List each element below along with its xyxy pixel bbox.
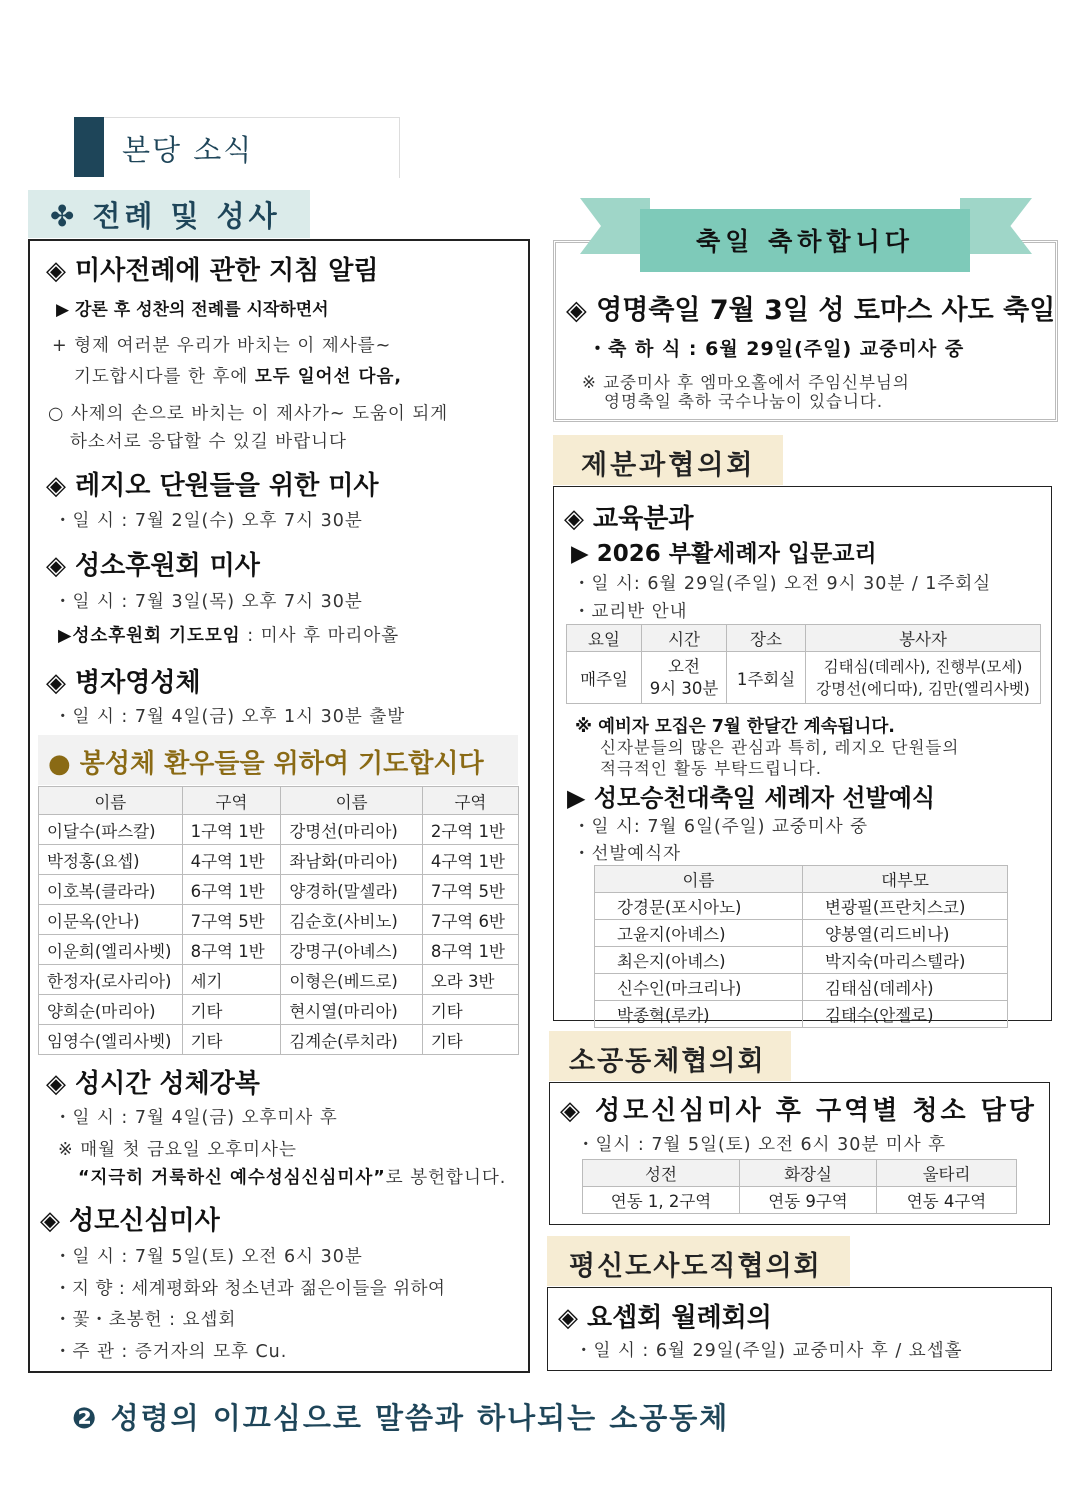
table-row [567, 652, 1041, 704]
election-when: ・일 시: 7월 6일(주일) 교중미사 중 [573, 817, 869, 837]
vocation-prayer [58, 622, 399, 647]
catechism-time-line1: 오전 [668, 656, 700, 676]
mass-guide-title: ◈ 미사전례에 관한 지침 알림 [46, 256, 379, 286]
table-cell: 이문옥(안나) [39, 905, 183, 935]
table-cell: 좌남화(마리아) [281, 845, 422, 875]
table-row [39, 845, 519, 875]
legio-when: ・일 시 : 7월 2일(수) 오후 7시 30분 [54, 511, 363, 531]
feast-banner-text: 축일 축하합니다 [696, 227, 914, 256]
catechism-volunteers-line2: 강명선(에디따), 김만(엘리사벳) [816, 679, 1030, 698]
table-cell: 이달수(파스칼) [39, 815, 183, 845]
table-cell: 현시열(마리아) [281, 995, 422, 1025]
sick-when: ・일 시 : 7월 4일(금) 오후 1시 30분 출발 [54, 707, 406, 727]
table-cell: 박종혁(루카) [595, 1001, 803, 1028]
table-cell: 김계순(루치라) [281, 1025, 422, 1055]
catechism-header-time: 시간 [642, 625, 727, 652]
table-cell: 오라 3반 [422, 965, 518, 995]
catechism-header-volunteer: 봉사자 [806, 625, 1041, 652]
table-cell: 강명선(마리아) [281, 815, 422, 845]
mass-guide-sub: ▶ 강론 후 성찬의 전례를 시작하면서 [56, 300, 329, 320]
sick-title: ◈ 병자영성체 [46, 668, 201, 698]
adoration-title: ◈ 성시간 성체강복 [46, 1069, 260, 1099]
table-cell: 김태수(안젤로) [803, 1001, 1008, 1028]
election-table [594, 865, 1008, 1028]
council-tab [553, 435, 783, 485]
table-cell: 8구역 1반 [422, 935, 518, 965]
catechism-time-line2: 9시 30분 [649, 678, 719, 698]
table-cell: 김순호(사비노) [281, 905, 422, 935]
prayer-header-name1: 이름 [39, 787, 183, 815]
council-tab-label: 제분과협의회 [581, 450, 756, 481]
footer-slogan: ❷ 성령의 이끄심으로 말씀과 하나되는 소공동체 [72, 1401, 730, 1435]
vocation-when: ・일 시 : 7월 3일(목) 오후 7시 30분 [54, 592, 363, 612]
cleaning-header-fence: 울타리 [877, 1160, 1017, 1187]
community-title: ◈ 성모신심미사 후 구역별 청소 담당 [560, 1096, 1037, 1126]
table-cell: 2구역 1반 [422, 815, 518, 845]
table-cell: 박지숙(마리스텔라) [803, 947, 1008, 974]
heart-mass-when: ・일 시 : 7월 5일(토) 오전 6시 30분 [54, 1247, 363, 1267]
laity-tab [547, 1236, 850, 1286]
table-row [595, 920, 1008, 947]
section-header-marker [74, 117, 104, 177]
heart-mass-host: ・주 관 : 증거자의 모후 Cu. [54, 1342, 288, 1362]
table-row [39, 935, 519, 965]
vocation-title: ◈ 성소후원회 미사 [46, 551, 260, 581]
catechism-title: ▶ 2026 부활세례자 입문교리 [571, 541, 877, 567]
cleaning-header-restroom: 화장실 [740, 1160, 877, 1187]
table-row [595, 893, 1008, 920]
election-header-sponsor: 대부모 [803, 866, 1008, 893]
table-cell: 임영수(엘리사벳) [39, 1025, 183, 1055]
table-cell: 1구역 1반 [182, 815, 281, 845]
community-when: ・일시 : 7월 5일(토) 오전 6시 30분 미사 후 [577, 1135, 947, 1155]
mass-guide-line2 [74, 363, 402, 388]
cleaning-sanctuary: 연동 1, 2구역 [583, 1187, 740, 1214]
table-row [595, 947, 1008, 974]
table-cell: 한정자(로사리아) [39, 965, 183, 995]
table-cell: 이호복(클라라) [39, 875, 183, 905]
election-list-label: ・선발예식자 [573, 844, 682, 864]
heart-mass-intention: ・지 향 : 세계평화와 청소년과 젊은이들을 위하여 [54, 1279, 446, 1299]
prayer-header-area1: 구역 [182, 787, 281, 815]
table-cell: 이운희(엘리사벳) [39, 935, 183, 965]
table-cell: 세기 [182, 965, 281, 995]
catechism-table [566, 624, 1041, 704]
catechism-day: 매주일 [567, 652, 642, 704]
feast-title: ◈ 영명축일 7월 3일 성 토마스 사도 축일 [566, 295, 1056, 326]
heart-mass-title: ◈ 성모신심미사 [40, 1206, 220, 1236]
catechism-volunteers-line1: 김태심(데레사), 진행부(모세) [823, 657, 1023, 676]
catechism-note2: 신자분들의 많은 관심과 특히, 레지오 단원들의 [600, 738, 960, 757]
catechism-time [642, 652, 727, 704]
cleaning-fence: 연동 4구역 [877, 1187, 1017, 1214]
cleaning-header-sanctuary: 성전 [583, 1160, 740, 1187]
table-row [583, 1187, 1017, 1214]
table-row [39, 995, 519, 1025]
table-row [39, 875, 519, 905]
table-row [595, 1001, 1008, 1028]
table-cell: 양봉열(리드비나) [803, 920, 1008, 947]
heart-mass-flowers: ・꽃・초봉헌 : 요셉회 [54, 1310, 237, 1330]
table-cell: 기타 [422, 995, 518, 1025]
table-cell: 변광필(프란치스코) [803, 893, 1008, 920]
community-tab [549, 1031, 791, 1081]
page-title: 본당 소식 [122, 133, 254, 167]
adoration-note1: ※ 매월 첫 금요일 오후미사는 [58, 1140, 297, 1160]
catechism-note3: 적극적인 활동 부탁드립니다. [600, 759, 823, 778]
table-cell: 4구역 1반 [422, 845, 518, 875]
table-row [39, 1025, 519, 1055]
mass-guide-line4: 하소서로 응답할 수 있길 바랍니다 [70, 432, 347, 452]
prayer-header-area2: 구역 [422, 787, 518, 815]
prayer-header-name2: 이름 [281, 787, 422, 815]
catechism-note-bold: ※ 예비자 모집은 7월 한달간 계속됩니다. [575, 717, 895, 737]
banner-ribbon-right [960, 198, 1032, 254]
prayer-title: ● 봉성체 환우들을 위하여 기도합시다 [48, 749, 484, 779]
adoration-when: ・일 시 : 7월 4일(금) 오후미사 후 [54, 1108, 338, 1128]
mass-guide-line2-text: 기도합시다를 한 후에 [74, 367, 255, 387]
table-cell: 6구역 1반 [182, 875, 281, 905]
table-cell: 7구역 5반 [422, 875, 518, 905]
vocation-prayer-bold: ▶성소후원회 기도모임 [58, 626, 241, 646]
catechism-volunteers [806, 652, 1041, 704]
adoration-note2-rest: 로 봉헌합니다. [385, 1168, 507, 1188]
cleaning-table [582, 1159, 1017, 1214]
table-cell: 신수인(마크리나) [595, 974, 803, 1001]
feast-note1: ※ 교중미사 후 엠마오홀에서 주임신부님의 [582, 373, 910, 392]
table-cell: 이형은(베드로) [281, 965, 422, 995]
education-title: ◈ 교육분과 [564, 504, 694, 534]
mass-guide-line2-bold: 모두 일어선 다음, [254, 367, 403, 387]
table-cell: 김태심(데레사) [803, 974, 1008, 1001]
table-row [39, 905, 519, 935]
table-cell: 양경하(말셀라) [281, 875, 422, 905]
adoration-note2-bold: “지극히 거룩하신 예수성심신심미사” [78, 1168, 386, 1188]
table-cell: 최은지(아녜스) [595, 947, 803, 974]
table-cell: 강경문(포시아노) [595, 893, 803, 920]
adoration-note2 [78, 1164, 506, 1189]
catechism-place: 1주회실 [727, 652, 806, 704]
table-row [39, 965, 519, 995]
election-title: ▶ 성모승천대축일 세례자 선발예식 [567, 784, 936, 812]
laity-tab-label: 평신도사도직협의회 [569, 1251, 822, 1282]
table-cell: 고윤지(아녜스) [595, 920, 803, 947]
catechism-header-place: 장소 [727, 625, 806, 652]
prayer-table [38, 786, 519, 1055]
table-cell: 기타 [182, 1025, 281, 1055]
feast-ceremony: ・축 하 식 : 6월 29일(주일) 교중미사 중 [588, 338, 965, 360]
mass-guide-line3: ○ 사제의 손으로 바치는 이 제사가~ 도움이 되게 [48, 404, 449, 424]
feast-note2: 영명축일 축하 국수나눔이 있습니다. [604, 392, 884, 411]
election-header-name: 이름 [595, 866, 803, 893]
table-cell: 기타 [182, 995, 281, 1025]
laity-when: ・일 시 : 6월 29일(주일) 교중미사 후 / 요셉홀 [575, 1341, 963, 1361]
liturgy-tab [28, 190, 310, 238]
prayer-table-body [39, 815, 519, 1055]
table-cell: 7구역 5반 [182, 905, 281, 935]
liturgy-tab-label: ✤ 전례 및 성사 [50, 199, 281, 233]
cleaning-restroom: 연동 9구역 [740, 1187, 877, 1214]
mass-guide-line1: + 형제 여러분 우리가 바치는 이 제사를~ [52, 336, 392, 356]
legio-title: ◈ 레지오 단원들을 위한 미사 [46, 471, 379, 501]
catechism-when: ・일 시: 6월 29일(주일) 오전 9시 30분 / 1주회실 [573, 574, 992, 594]
election-table-body [595, 893, 1008, 1028]
laity-title: ◈ 요셉회 월례회의 [558, 1303, 772, 1333]
community-tab-label: 소공동체협의회 [569, 1046, 766, 1077]
table-cell: 양희순(마리아) [39, 995, 183, 1025]
table-cell: 박정홍(요셉) [39, 845, 183, 875]
table-cell: 7구역 6반 [422, 905, 518, 935]
table-cell: 4구역 1반 [182, 845, 281, 875]
catechism-header-day: 요일 [567, 625, 642, 652]
table-cell: 8구역 1반 [182, 935, 281, 965]
table-cell: 강명구(아녜스) [281, 935, 422, 965]
table-row [39, 815, 519, 845]
catechism-guide: ・교리반 안내 [573, 602, 688, 622]
table-row [595, 974, 1008, 1001]
vocation-prayer-rest: : 미사 후 마리아홀 [240, 626, 400, 646]
table-cell: 기타 [422, 1025, 518, 1055]
